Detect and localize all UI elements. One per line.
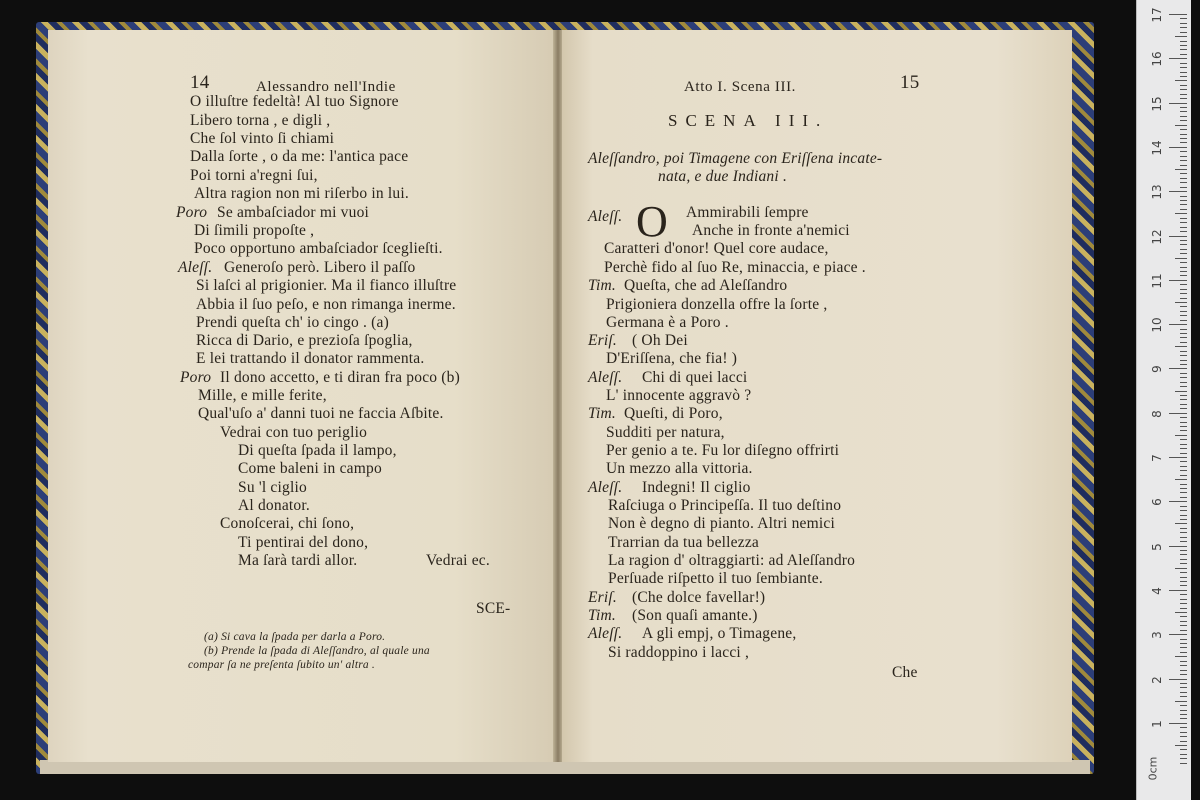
ruler-tick [1180, 559, 1187, 560]
speaker-label: Aleſſ. [588, 479, 623, 496]
text-line: Queſti, di Poro, [624, 405, 723, 422]
ruler-tick [1180, 23, 1187, 24]
ruler-tick [1180, 665, 1187, 666]
ruler-tick [1180, 395, 1187, 396]
footnote: compar ſa ne preſenta ſubito un' altra . [188, 659, 375, 671]
ruler-tick [1180, 333, 1187, 334]
text-line: Si raddoppino i lacci , [608, 644, 750, 661]
ruler-tick [1175, 346, 1187, 347]
ruler-tick [1180, 227, 1187, 228]
ruler-tick [1180, 351, 1187, 352]
ruler-tick [1180, 541, 1187, 542]
ruler-tick [1180, 749, 1187, 750]
ruler-tick [1175, 125, 1187, 126]
ruler-tick [1180, 616, 1187, 617]
ruler-tick [1180, 426, 1187, 427]
text-line: Dalla ſorte , o da me: l'antica pace [190, 148, 409, 165]
ruler-tick [1180, 76, 1187, 77]
speaker-label: Aleſſ. [178, 259, 213, 276]
ruler-tick [1175, 391, 1187, 392]
ruler-tick [1180, 298, 1187, 299]
ruler-tick [1180, 204, 1187, 205]
ruler-tick [1169, 457, 1187, 458]
text-line: Che ſol vinto ſi chiami [190, 130, 335, 147]
aria-line: Ma ſarà tardi allor. [238, 552, 358, 569]
ruler-tick [1180, 439, 1187, 440]
running-title: Alessandro nell'Indie [256, 79, 396, 95]
ruler-tick [1180, 563, 1187, 564]
ruler-tick [1175, 612, 1187, 613]
ruler-tick [1180, 519, 1187, 520]
ruler-number: 11 [1150, 273, 1164, 289]
ruler-tick [1180, 670, 1187, 671]
text-line: Altra ragion non mi riſerbo in lui. [194, 185, 409, 202]
aria-line: Su 'l ciglio [238, 479, 307, 496]
ruler-tick [1169, 280, 1187, 281]
ruler-tick [1180, 585, 1187, 586]
stage-direction: nata, e due Indiani . [658, 168, 788, 185]
ruler-tick [1180, 311, 1187, 312]
ruler-tick [1169, 147, 1187, 148]
text-line: La ragion d' oltraggiarti: ad Aleſſandro [608, 552, 856, 569]
text-line: Generoſo però. Libero il paſſo [224, 259, 416, 276]
ruler-tick [1175, 479, 1187, 480]
ruler-tick [1180, 382, 1187, 383]
ruler-tick [1180, 138, 1187, 139]
ruler-number: 7 [1150, 454, 1164, 462]
speaker-label: Poro [176, 204, 208, 221]
text-line: (Che dolce favellar!) [632, 589, 766, 606]
ruler-tick [1180, 200, 1187, 201]
ruler-tick [1180, 705, 1187, 706]
ruler-tick [1180, 603, 1187, 604]
text-line: Sudditi per natura, [606, 424, 725, 441]
scene-heading: SCENA III. [668, 111, 829, 130]
ruler-tick [1180, 554, 1187, 555]
ruler-tick [1180, 430, 1187, 431]
ruler-number: 8 [1150, 409, 1164, 418]
ruler-tick [1180, 111, 1187, 112]
text-line: Trarrian da tua bellezza [608, 534, 759, 551]
text-line: Per genio a te. Fu lor diſegno offrirti [606, 442, 840, 459]
text-line: Prendi queſta ch' io cingo . (a) [196, 314, 389, 331]
speaker-label: Aleſſ. [588, 369, 623, 386]
text-line: ( Oh Dei [632, 332, 688, 349]
text-line: Germana è a Poro . [606, 314, 729, 331]
ruler-tick [1180, 639, 1187, 640]
ruler-tick [1180, 674, 1187, 675]
ruler-tick [1180, 209, 1187, 210]
text-line: Poco opportuno ambaſciador ſceglieſti. [194, 240, 443, 257]
text-line: Raſciuga o Principeſſa. Il tuo deſtino [608, 497, 842, 514]
ruler-tick [1180, 320, 1187, 321]
ruler-tick [1180, 577, 1187, 578]
ruler-tick [1175, 435, 1187, 436]
text-line: Un mezzo alla vittoria. [606, 460, 753, 477]
ruler-number: 5 [1150, 542, 1164, 551]
ruler-tick [1180, 98, 1187, 99]
ruler-tick [1180, 488, 1187, 489]
ruler-tick [1169, 191, 1187, 192]
ruler-tick [1180, 754, 1187, 755]
ruler-tick [1180, 342, 1187, 343]
ruler-tick [1180, 129, 1187, 130]
ruler-tick [1180, 67, 1187, 68]
ruler-tick [1180, 18, 1187, 19]
ruler-tick [1169, 324, 1187, 325]
ruler-tick [1180, 222, 1187, 223]
ruler-tick [1180, 718, 1187, 719]
ruler-tick [1175, 701, 1187, 702]
ruler-tick [1169, 58, 1187, 59]
ruler-tick [1180, 466, 1187, 467]
text-line: Caratteri d'onor! Quel core audace, [604, 240, 829, 257]
text-line: Ricca di Dario, e prezioſa ſpoglia, [196, 332, 413, 349]
aria-line: Di queſta ſpada il lampo, [238, 442, 397, 459]
ruler-tick [1180, 492, 1187, 493]
page-number: 14 [190, 72, 210, 93]
right-page [562, 30, 1072, 762]
ruler-tick [1180, 608, 1187, 609]
ruler-number: 9 [1150, 365, 1164, 374]
ruler-number: 16 [1150, 51, 1164, 67]
ruler-tick [1180, 506, 1187, 507]
ruler-tick [1180, 151, 1187, 152]
ruler-tick [1180, 293, 1187, 294]
ruler-tick [1169, 413, 1187, 414]
da-capo-line: Vedrai ec. [426, 552, 490, 569]
catchword: SCE- [476, 600, 511, 617]
ruler-tick [1180, 289, 1187, 290]
ruler-number: 17 [1150, 7, 1164, 23]
ruler-tick [1180, 173, 1187, 174]
ruler-tick [1180, 27, 1187, 28]
page-edge [40, 760, 1090, 774]
ruler-tick [1180, 249, 1187, 250]
text-line: Perchè fido al ſuo Re, minaccia, e piace . [604, 259, 866, 276]
ruler-tick [1180, 160, 1187, 161]
ruler-tick [1180, 732, 1187, 733]
ruler-tick [1180, 404, 1187, 405]
ruler-tick [1180, 532, 1187, 533]
ruler-tick [1180, 262, 1187, 263]
speaker-label: Tim. [588, 277, 616, 294]
ruler-tick [1180, 497, 1187, 498]
page-number: 15 [900, 72, 920, 93]
ruler-tick [1169, 103, 1187, 104]
ruler-tick [1180, 231, 1187, 232]
text-line: E lei trattando il donator rammenta. [196, 350, 425, 367]
aria-line: Conoſcerai, chi ſono, [220, 515, 355, 532]
ruler-tick [1180, 683, 1187, 684]
speaker-label: Aleſſ. [588, 208, 623, 225]
ruler-tick [1175, 169, 1187, 170]
ruler-tick [1180, 165, 1187, 166]
ruler-tick [1169, 723, 1187, 724]
ruler-tick [1180, 625, 1187, 626]
ruler-tick [1180, 461, 1187, 462]
ruler-tick [1180, 572, 1187, 573]
ruler-tick [1180, 45, 1187, 46]
ruler-tick [1180, 621, 1187, 622]
ruler-tick [1180, 94, 1187, 95]
ruler-tick [1180, 710, 1187, 711]
text-line: D'Eriſſena, che fia! ) [606, 350, 738, 367]
ruler-tick [1169, 634, 1187, 635]
ruler-tick [1180, 422, 1187, 423]
text-line: Chi di quei lacci [642, 369, 748, 386]
ruler-tick [1180, 758, 1187, 759]
speaker-label: Tim. [588, 405, 616, 422]
ruler-tick [1180, 267, 1187, 268]
ruler-tick [1175, 745, 1187, 746]
aria-line: Vedrai con tuo periglio [220, 424, 368, 441]
ruler-tick [1180, 453, 1187, 454]
ruler-tick [1180, 661, 1187, 662]
ruler-number: 2 [1150, 675, 1164, 684]
speaker-label: Eriſ. [588, 332, 617, 349]
measurement-ruler [1136, 0, 1191, 800]
ruler-tick [1180, 244, 1187, 245]
ruler-unit-label: 0cm [1146, 756, 1160, 781]
ruler-tick [1180, 178, 1187, 179]
ruler-tick [1180, 85, 1187, 86]
text-line: Abbia il ſuo peſo, e non rimanga inerme. [196, 296, 456, 313]
ruler-tick [1180, 652, 1187, 653]
aria-line: Ti pentirai del dono, [238, 534, 369, 551]
ruler-tick [1180, 32, 1187, 33]
ruler-tick [1175, 213, 1187, 214]
ruler-tick [1180, 630, 1187, 631]
ruler-tick [1180, 364, 1187, 365]
text-line: Mille, e mille ferite, [198, 387, 327, 404]
ruler-tick [1180, 399, 1187, 400]
text-line: Ammirabili ſempre [686, 204, 809, 221]
ruler-tick [1180, 727, 1187, 728]
ruler-tick [1180, 306, 1187, 307]
ruler-tick [1175, 656, 1187, 657]
speaker-label: Poro [180, 369, 212, 386]
ruler-tick [1180, 647, 1187, 648]
ruler-number: 1 [1150, 719, 1164, 728]
ruler-tick [1180, 515, 1187, 516]
ruler-tick [1180, 373, 1187, 374]
ruler-tick [1175, 80, 1187, 81]
ruler-tick [1169, 236, 1187, 237]
ruler-tick [1180, 240, 1187, 241]
ruler-tick [1180, 594, 1187, 595]
ruler-tick [1180, 581, 1187, 582]
ruler-tick [1180, 355, 1187, 356]
ruler-tick [1169, 546, 1187, 547]
ruler-tick [1180, 315, 1187, 316]
ruler-tick [1180, 360, 1187, 361]
ruler-tick [1180, 408, 1187, 409]
stage-direction: Aleſſandro, poi Timagene con Eriſſena incate- [588, 150, 883, 167]
text-line: (Son quaſi amante.) [632, 607, 758, 624]
text-line: Prigioniera donzella offre la ſorte , [606, 296, 828, 313]
aria-line: Al donator. [238, 497, 310, 514]
text-line: L' innocente aggravò ? [606, 387, 752, 404]
ruler-tick [1180, 271, 1187, 272]
text-line: Qual'uſo a' danni tuoi ne faccia Aſbite. [198, 405, 444, 422]
ruler-number: 13 [1150, 184, 1164, 200]
ruler-tick [1180, 444, 1187, 445]
ruler-tick [1180, 537, 1187, 538]
aria-line: Come baleni in campo [238, 460, 382, 477]
ruler-tick [1180, 196, 1187, 197]
ruler-tick [1180, 142, 1187, 143]
text-line: Perſuade riſpetto il tuo ſembiante. [608, 570, 823, 587]
footnote: (b) Prende la ſpada di Aleſſandro, al quale una [204, 645, 430, 657]
ruler-tick [1180, 763, 1187, 764]
ruler-tick [1175, 36, 1187, 37]
text-line: Poi torni a'regni ſui, [190, 167, 318, 184]
ruler-tick [1180, 218, 1187, 219]
ruler-tick [1175, 302, 1187, 303]
ruler-tick [1180, 741, 1187, 742]
text-line: Non è degno di pianto. Altri nemici [608, 515, 835, 532]
ruler-tick [1180, 41, 1187, 42]
ruler-tick [1180, 89, 1187, 90]
speaker-label: Tim. [588, 607, 616, 624]
ruler-tick [1180, 337, 1187, 338]
ruler-tick [1180, 417, 1187, 418]
text-line: O illuſtre fedeltà! Al tuo Signore [190, 93, 399, 110]
text-line: Si laſci al prigionier. Ma il fianco illuſtre [196, 277, 457, 294]
ruler-tick [1175, 523, 1187, 524]
ruler-tick [1180, 63, 1187, 64]
ruler-tick [1180, 696, 1187, 697]
ruler-tick [1175, 258, 1187, 259]
ruler-tick [1180, 484, 1187, 485]
ruler-tick [1180, 550, 1187, 551]
ruler-tick [1180, 72, 1187, 73]
ruler-tick [1180, 643, 1187, 644]
ruler-tick [1180, 510, 1187, 511]
ruler-number: 4 [1150, 587, 1164, 595]
speaker-label: Eriſ. [588, 589, 617, 606]
ruler-tick [1180, 692, 1187, 693]
running-title: Atto I. Scena III. [684, 79, 797, 95]
ruler-tick [1169, 14, 1187, 15]
ruler-number: 12 [1150, 228, 1164, 245]
text-line: Queſta, che ad Aleſſandro [624, 277, 788, 294]
ruler-tick [1180, 182, 1187, 183]
ruler-tick [1180, 386, 1187, 387]
speaker-label: Aleſſ. [588, 625, 623, 642]
ruler-tick [1180, 448, 1187, 449]
ruler-tick [1169, 590, 1187, 591]
catchword: Che [892, 664, 918, 681]
ruler-tick [1180, 156, 1187, 157]
ruler-tick [1180, 253, 1187, 254]
ruler-tick [1180, 187, 1187, 188]
ruler-tick [1180, 470, 1187, 471]
ruler-tick [1180, 120, 1187, 121]
text-line: Se ambaſciador mi vuoi [217, 204, 370, 221]
drop-cap: O [636, 197, 668, 246]
text-line: Indegni! Il ciglio [642, 479, 751, 496]
text-line: Anche in fronte a'nemici [692, 222, 850, 239]
ruler-tick [1180, 107, 1187, 108]
ruler-tick [1180, 528, 1187, 529]
ruler-tick [1180, 49, 1187, 50]
ruler-number: 14 [1150, 140, 1164, 156]
ruler-tick [1175, 568, 1187, 569]
ruler-tick [1180, 329, 1187, 330]
ruler-tick [1180, 475, 1187, 476]
text-line: A gli empj, o Timagene, [642, 625, 797, 642]
ruler-tick [1180, 54, 1187, 55]
footnote: (a) Si cava la ſpada per darla a Poro. [204, 631, 386, 643]
left-page [48, 30, 556, 762]
ruler-tick [1180, 736, 1187, 737]
ruler-number: 6 [1150, 498, 1164, 507]
text-line: Di ſimili propoſte , [194, 222, 315, 239]
ruler-tick [1180, 275, 1187, 276]
ruler-tick [1180, 116, 1187, 117]
ruler-number: 15 [1150, 95, 1164, 112]
ruler-tick [1180, 284, 1187, 285]
ruler-tick [1180, 377, 1187, 378]
ruler-tick [1180, 714, 1187, 715]
ruler-tick [1169, 501, 1187, 502]
text-line: Il dono accetto, e ti diran fra poco (b) [220, 369, 460, 386]
ruler-number: 10 [1150, 317, 1164, 333]
ruler-tick [1169, 679, 1187, 680]
ruler-tick [1180, 599, 1187, 600]
ruler-tick [1169, 368, 1187, 369]
ruler-tick [1180, 687, 1187, 688]
text-line: Libero torna , e digli , [190, 112, 331, 129]
ruler-tick [1180, 134, 1187, 135]
ruler-number: 3 [1150, 631, 1164, 640]
